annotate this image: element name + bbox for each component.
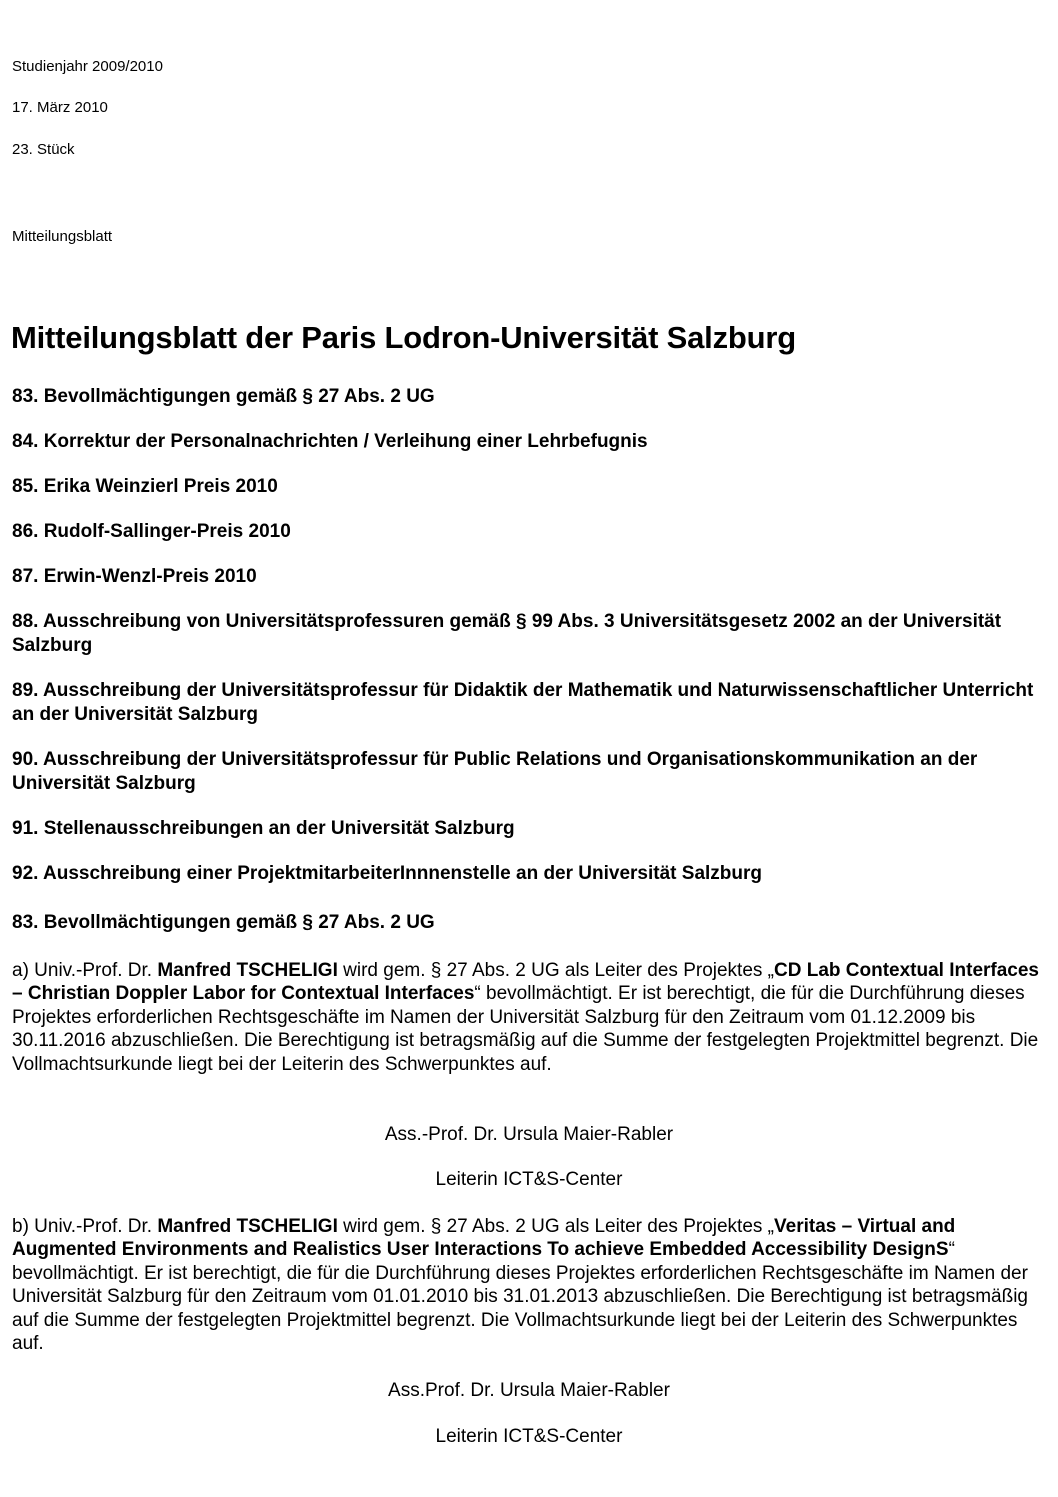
paragraph-b-project: Veritas – Virtual and Augmented Environments and Realistics User Interactions To achieve Embedded Accessibility DesignS [12,1216,956,1261]
paragraph-b-body: “ bevollmächtigt. Er ist berechtigt, die für die Durchführung dieses Projektes erforderlichen Rechtsgeschäfte im Namen der Universität Salzburg für den Zeitraum vom 01.01.2010 bis 31.01.2013 abzuschließen. Die Berechtigung ist betragsmäßig auf die Summe der festgelegten Projektmittel begrenzt. Die Vollmachtsurkunde liegt bei der Leiterin des Schwerpunktes auf. [12,1239,1028,1355]
paragraph-a-person: Manfred TSCHELIGI [157,960,338,981]
toc-item: 87. Erwin-Wenzl-Preis 2010 [12,566,257,587]
paragraph-a-project: CD Lab Contextual Interfaces – Christian Doppler Labor for Contextual Interfaces [12,960,1039,1005]
page-title: Mitteilungsblatt der Paris Lodron-Universität Salzburg [11,320,796,355]
toc-item: 85. Erika Weinzierl Preis 2010 [12,476,278,497]
toc-item: 83. Bevollmächtigungen gemäß § 27 Abs. 2 UG [12,386,435,407]
paragraph-a-text: wird gem. § 27 Abs. 2 UG als Leiter des Projektes „ [337,960,774,981]
paragraph-a [12,959,1044,1076]
toc-item: 90. Ausschreibung der Universitätsprofessur für Public Relations und Organisationskommunikation an der Universität Salzburg [12,749,978,794]
signatory-role-b: Leiterin ICT&S-Center [435,1426,623,1447]
signatory-a: Ass.-Prof. Dr. Ursula Maier-Rabler [384,1124,674,1145]
issue-date: 17. März 2010 [12,99,108,116]
signatory-b: Ass.Prof. Dr. Ursula Maier-Rabler [388,1380,670,1401]
paragraph-b [12,1215,1044,1355]
paragraph-b-text: wird gem. § 27 Abs. 2 UG als Leiter des Projektes „ [337,1216,774,1237]
paragraph-b-intro: b) Univ.-Prof. Dr. [12,1216,158,1237]
section-heading: 83. Bevollmächtigungen gemäß § 27 Abs. 2 UG [12,912,435,933]
toc-item: 84. Korrektur der Personalnachrichten / Verleihung einer Lehrbefugnis [12,431,648,452]
toc-item: 86. Rudolf-Sallinger-Preis 2010 [12,521,291,542]
toc-item: 89. Ausschreibung der Universitätsprofessur für Didaktik der Mathematik und Naturwissenschaftlicher Unterricht an der Universität Salzburg [12,680,1034,725]
toc-item: 91. Stellenausschreibungen an der Universität Salzburg [12,818,515,839]
issue-number: 23. Stück [12,141,75,158]
paragraph-b-person: Manfred TSCHELIGI [157,1216,338,1237]
document-type: Mitteilungsblatt [12,228,113,245]
academic-year: Studienjahr 2009/2010 [12,58,163,75]
toc-item: 92. Ausschreibung einer ProjektmitarbeiterInnnenstelle an der Universität Salzburg [12,863,763,884]
table-of-contents [12,385,1042,907]
signatory-role-a: Leiterin ICT&S-Center [435,1169,623,1190]
toc-item: 88. Ausschreibung von Universitätsprofessuren gemäß § 99 Abs. 3 Universitätsgesetz 2002 an der Universität Salzburg [12,611,1002,656]
paragraph-a-body: “ bevollmächtigt. Er ist berechtigt, die für die Durchführung dieses Projektes erforderlichen Rechtsgeschäfte im Namen der Universität Salzburg für den Zeitraum vom 01.12.2009 bis 30.11.2016 abzuschließen. Die Berechtigung ist betragsmäßig auf die Summe der festgelegten Projektmittel begrenzt. Die Vollmachtsurkunde liegt bei der Leiterin des Schwerpunktes auf. [12,983,1039,1075]
paragraph-a-intro: a) Univ.-Prof. Dr. [12,960,158,981]
